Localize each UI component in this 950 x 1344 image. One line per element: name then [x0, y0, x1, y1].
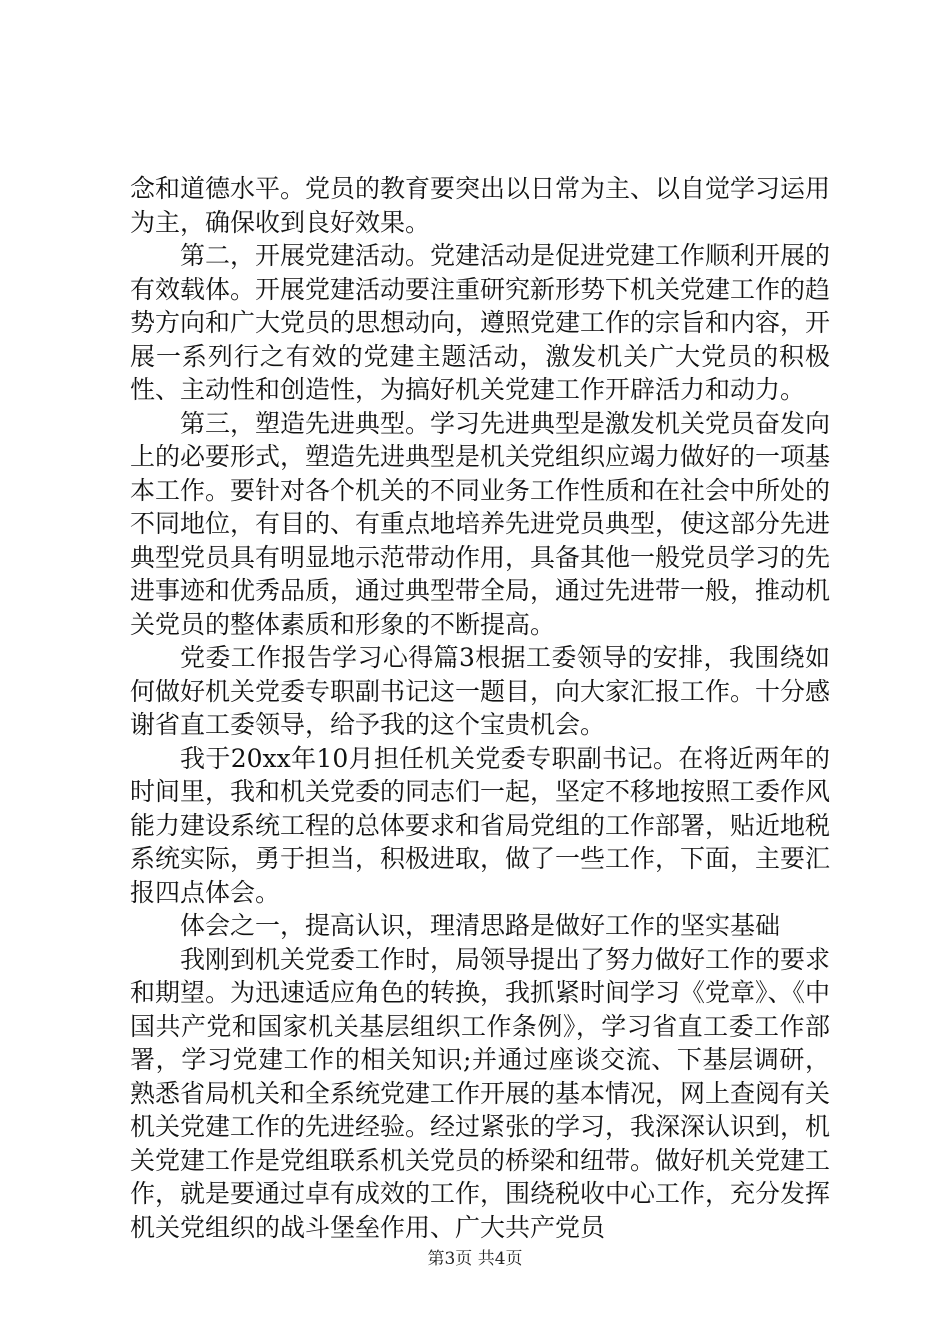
paragraph-insight-one-body: 我刚到机关党委工作时，局领导提出了努力做好工作的要求和期望。为迅速适应角色的转换，我抓紧时间学习《党章》、《中国共产党和国家机关基层组织工作条例》，学习省直工委工作部署，学习党建工作的相关知识;并通过座谈交流、下基层调研，熟悉省局机关和全系统党建工作开展的基本情况，网上查阅有关机关党建工作的先进经验。经过紧张的学习，我深深认识到，机关党建工作是党组联系机关党员的桥梁和纽带。做好机关党建工作，就是要通过卓有成效的工作，围绕税收中心工作，充分发挥机关党组织的战斗堡垒作用、广大共产党员: [130, 944, 831, 1242]
paragraph-report-intro: 党委工作报告学习心得篇3根据工委领导的安排，我围绕如何做好机关党委专职副书记这一题目，向大家汇报工作。十分感谢省直工委领导，给予我的这个宝贵机会。: [130, 643, 831, 739]
paragraph-continuation: 念和道德水平。党员的教育要突出以日常为主、以自觉学习运用为主，确保收到良好效果。: [130, 174, 831, 237]
paragraph-third-point: 第三，塑造先进典型。学习先进典型是激发机关党员奋发向上的必要形式，塑造先进典型是机关党组织应竭力做好的一项基本工作。要针对各个机关的不同业务工作性质和在社会中所处的不同地位，有目的、有重点地培养先进党员典型，使这部分先进典型党员具有明显地示范带动作用，具备其他一般党员学习的先进事迹和优秀品质，通过典型带全局，通过先进带一般，推动机关党员的整体素质和形象的不断提高。: [130, 408, 831, 639]
paragraph-appointment: 我于20xx年10月担任机关党委专职副书记。在将近两年的时间里，我和机关党委的同志们一起，坚定不移地按照工委作风能力建设系统工程的总体要求和省局党组的工作部署，贴近地税系统实际，勇于担当，积极进取，做了一些工作，下面，主要汇报四点体会。: [130, 743, 831, 907]
body-text: [130, 172, 830, 1244]
page-number-footer: 第3页 共4页: [427, 1249, 523, 1269]
section-heading-insight-one: 体会之一，提高认识，理清思路是做好工作的坚实基础: [180, 911, 781, 940]
paragraph-second-point: 第二，开展党建活动。党建活动是促进党建工作顺利开展的有效载体。开展党建活动要注重研究新形势下机关党建工作的趋势方向和广大党员的思想动向，遵照党建工作的宗旨和内容，开展一系列行之有效的党建主题活动，激发机关广大党员的积极性、主动性和创造性，为搞好机关党建工作开辟活力和动力。: [130, 241, 831, 404]
